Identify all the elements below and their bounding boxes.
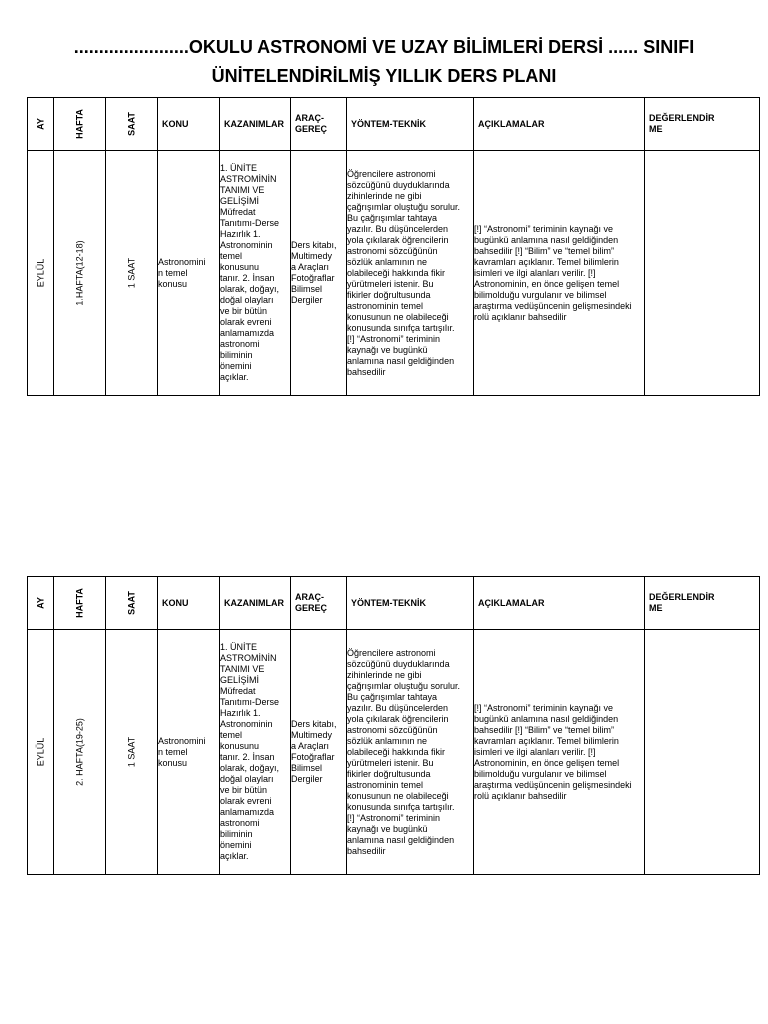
cell-ay: EYLÜL (28, 151, 54, 396)
header-degerlendirme: DEĞERLENDİR ME (645, 98, 760, 151)
header-ay: AY (28, 577, 54, 630)
cell-kazanimlar: 1. ÜNİTE ASTROMİNİN TANIMI VE GELİŞİMİ Müfredat Tanıtımı-Derse Hazırlık 1. Astronominin temel konusunu tanır. 2. İnsan olarak, doğayı, doğal olayları ve bir bütün olarak evreni anlamamızda astronomi biliminin önemini açıklar. (220, 151, 291, 396)
header-konu: KONU (158, 98, 220, 151)
header-aciklamalar: AÇIKLAMALAR (474, 577, 645, 630)
cell-aciklamalar: [!] “Astronomi” teriminin kaynağı ve bugünkü anlamına nasıl geldiğinden bahsedilir [!] “Bilim” ve “temel bilim” kavramları açıklanır. Temel bilimlerin isimleri ve ilgi alanları verilir. [!] Astronominin, en önce gelişen temel bilimolduğu vurgulanır ve bilimsel araştırma vedüşüncenin gelişmesindeki rolü açıklanır bahsedilir (474, 151, 645, 396)
cell-kazanimlar: 1. ÜNİTE ASTROMİNİN TANIMI VE GELİŞİMİ Müfredat Tanıtımı-Derse Hazırlık 1. Astronominin temel konusunu tanır. 2. İnsan olarak, doğayı, doğal olayları ve bir bütün olarak evreni anlamamızda astronomi biliminin önemini açıklar. (220, 630, 291, 875)
cell-konu: Astronomini n temel konusu (158, 151, 220, 396)
plan-table-week-1 (27, 97, 760, 396)
cell-degerlendirme (645, 151, 760, 396)
table-header-row (28, 98, 760, 151)
table-row (28, 630, 760, 875)
table-row (28, 151, 760, 396)
header-arac-gerec: ARAÇ- GEREÇ (291, 98, 347, 151)
header-hafta: HAFTA (54, 98, 106, 151)
header-arac-gerec: ARAÇ- GEREÇ (291, 577, 347, 630)
page-title-line-2: ÜNİTELENDİRİLMİŞ YILLIK DERS PLANI (211, 66, 557, 86)
page-title-line-1: .......................OKULU ASTRONOMİ VE UZAY BİLİMLERİ DERSİ ...... SINIFI (73, 37, 695, 57)
cell-aciklamalar: [!] “Astronomi” teriminin kaynağı ve bugünkü anlamına nasıl geldiğinden bahsedilir [!] “Bilim” ve “temel bilim” kavramları açıklanır. Temel bilimlerin isimleri ve ilgi alanları verilir. [!] Astronominin, en önce gelişen temel bilimolduğu vurgulanır ve bilimsel araştırma vedüşüncenin gelişmesindeki rolü açıklanır bahsedilir (474, 630, 645, 875)
header-hafta: HAFTA (54, 577, 106, 630)
cell-konu: Astronomini n temel konusu (158, 630, 220, 875)
header-aciklamalar: AÇIKLAMALAR (474, 98, 645, 151)
header-ay: AY (28, 98, 54, 151)
header-konu: KONU (158, 577, 220, 630)
cell-hafta: 1.HAFTA(12-18) (54, 151, 106, 396)
cell-arac-gerec: Ders kitabı, Multimedy a Araçları Fotoğraflar Bilimsel Dergiler (291, 630, 347, 875)
table-header-row (28, 577, 760, 630)
cell-ay: EYLÜL (28, 630, 54, 875)
cell-hafta: 2. HAFTA(19-25) (54, 630, 106, 875)
cell-arac-gerec: Ders kitabı, Multimedy a Araçları Fotoğraflar Bilimsel Dergiler (291, 151, 347, 396)
header-degerlendirme: DEĞERLENDİR ME (645, 577, 760, 630)
header-kazanimlar: KAZANIMLAR (220, 98, 291, 151)
header-kazanimlar: KAZANIMLAR (220, 577, 291, 630)
header-yontem-teknik: YÖNTEM-TEKNİK (347, 98, 474, 151)
header-yontem-teknik: YÖNTEM-TEKNİK (347, 577, 474, 630)
header-saat: SAAT (106, 98, 158, 151)
cell-yontem-teknik: Öğrencilere astronomi sözcüğünü duyduklarında zihinlerinde ne gibi çağrışımlar oluştuğu sorulur. Bu çağrışımlar tahtaya yazılır. Bu düşüncelerden yola çıkılarak öğrencilerin astronomi sözcüğünün sözlük anlamının ne olabileceği hakkında fikir yürütmeleri istenir. Bu fikirler doğrultusunda astronominin temel konusunun ne olabileceği konusunda sınıfça tartışılır. [!] “Astronomi” teriminin kaynağı ve bugünkü anlamına nasıl geldiğinden bahsedilir (347, 630, 474, 875)
cell-saat: 1 SAAT (106, 630, 158, 875)
cell-saat: 1 SAAT (106, 151, 158, 396)
cell-yontem-teknik: Öğrencilere astronomi sözcüğünü duyduklarında zihinlerinde ne gibi çağrışımlar oluştuğu sorulur. Bu çağrışımlar tahtaya yazılır. Bu düşüncelerden yola çıkılarak öğrencilerin astronomi sözcüğünün sözlük anlamının ne olabileceği hakkında fikir yürütmeleri istenir. Bu fikirler doğrultusunda astronominin temel konusunun ne olabileceği konusunda sınıfça tartışılır. [!] “Astronomi” teriminin kaynağı ve bugünkü anlamına nasıl geldiğinden bahsedilir (347, 151, 474, 396)
cell-degerlendirme (645, 630, 760, 875)
header-saat: SAAT (106, 577, 158, 630)
plan-table-week-2 (27, 576, 760, 875)
